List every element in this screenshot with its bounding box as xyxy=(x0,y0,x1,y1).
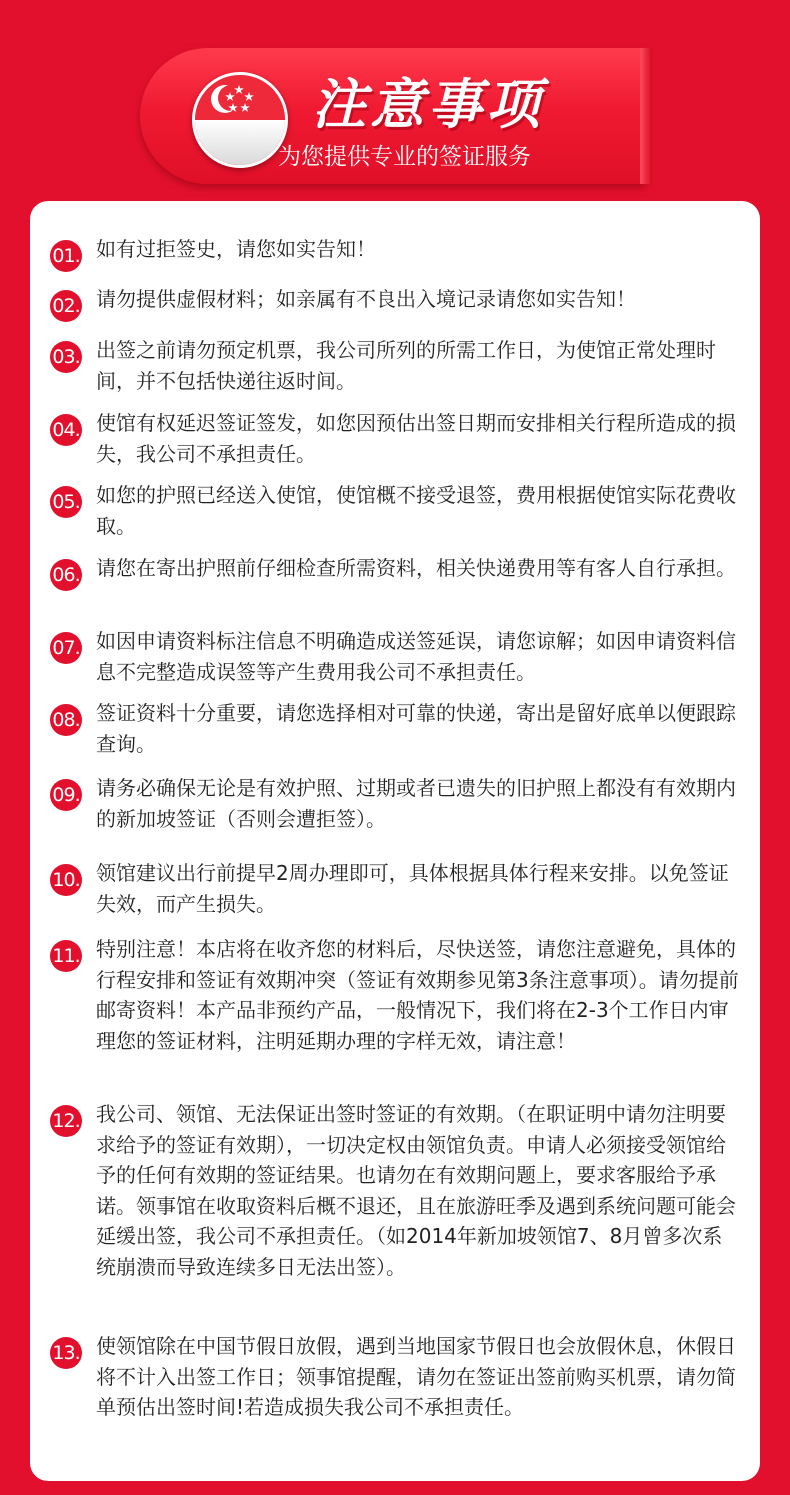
item-text: 签证资料十分重要，请您选择相对可靠的快递，寄出是留好底单以便跟踪查询。 xyxy=(96,701,736,756)
item-number-badge: 02. xyxy=(50,290,82,322)
item-text: 请您在寄出护照前仔细检查所需资料，相关快递费用等有客人自行承担。 xyxy=(96,556,736,580)
item-number-badge: 10. xyxy=(50,864,82,896)
item-text: 出签之前请勿预定机票，我公司所列的所需工作日，为使馆正常处理时间，并不包括快递往返时间。 xyxy=(96,338,716,393)
item-number-badge: 01. xyxy=(50,240,82,272)
item-text: 如您的护照已经送入使馆，使馆概不接受退签，费用根据使馆实际花费收取。 xyxy=(96,483,736,538)
page-subtitle: 为您提供专业的签证服务 xyxy=(278,144,531,170)
item-number-badge: 11. xyxy=(50,940,82,972)
notice-card xyxy=(30,201,760,1481)
item-number-badge: 09. xyxy=(50,779,82,811)
item-number-badge: 12. xyxy=(50,1105,82,1137)
item-text: 领馆建议出行前提早2周办理即可，具体根据具体行程来安排。以免签证失效，而产生损失。 xyxy=(96,861,729,916)
singapore-flag-icon xyxy=(192,72,288,168)
item-text: 请勿提供虚假材料；如亲属有不良出入境记录请您如实告知！ xyxy=(96,287,636,311)
item-number-badge: 05. xyxy=(50,486,82,518)
item-text: 如因申请资料标注信息不明确造成送签延误，请您谅解；如因申请资料信息不完整造成误签等产生费用我公司不承担责任。 xyxy=(96,629,736,684)
item-number-badge: 06. xyxy=(50,559,82,591)
item-number-badge: 08. xyxy=(50,704,82,736)
page-title: 注意事项 xyxy=(312,73,544,136)
item-number-badge: 07. xyxy=(50,632,82,664)
item-text: 使馆有权延迟签证签发，如您因预估出签日期而安排相关行程所造成的损失，我公司不承担责任。 xyxy=(96,411,736,466)
banner-edge xyxy=(640,48,652,184)
item-number-badge: 13. xyxy=(50,1337,82,1369)
item-text: 我公司、领馆、无法保证出签时签证的有效期。（在职证明中请勿注明要求给予的签证有效期），一切决定权由领馆负责。申请人必须接受领馆给予的任何有效期的签证结果。也请勿在有效期问题上，要求客服给予承诺。领事馆在收取资料后概不退还，且在旅游旺季及遇到系统问题可能会延缓出签，我公司不承担责任。（如2014年新加坡领馆7、8月曾多次系统崩溃而导致连续多日无法出签）。 xyxy=(96,1102,736,1279)
item-text: 特别注意！本店将在收齐您的材料后，尽快送签，请您注意避免，具体的行程安排和签证有效期冲突（签证有效期参见第3条注意事项）。请勿提前邮寄资料！本产品非预约产品，一般情况下，我们将在2-3个工作日内审理您的签证材料，注明延期办理的字样无效，请注意！ xyxy=(96,937,739,1053)
item-text: 请务必确保无论是有效护照、过期或者已遗失的旧护照上都没有有效期内的新加坡签证（否则会遭拒签）。 xyxy=(96,776,736,831)
item-number-badge: 04. xyxy=(50,414,82,446)
item-text: 使领馆除在中国节假日放假，遇到当地国家节假日也会放假休息，休假日将不计入出签工作日；领事馆提醒，请勿在签证出签前购买机票，请勿简单预估出签时间!若造成损失我公司不承担责任。 xyxy=(96,1334,736,1419)
item-text: 如有过拒签史，请您如实告知！ xyxy=(96,237,376,261)
item-number-badge: 03. xyxy=(50,341,82,373)
header-banner xyxy=(140,48,646,184)
